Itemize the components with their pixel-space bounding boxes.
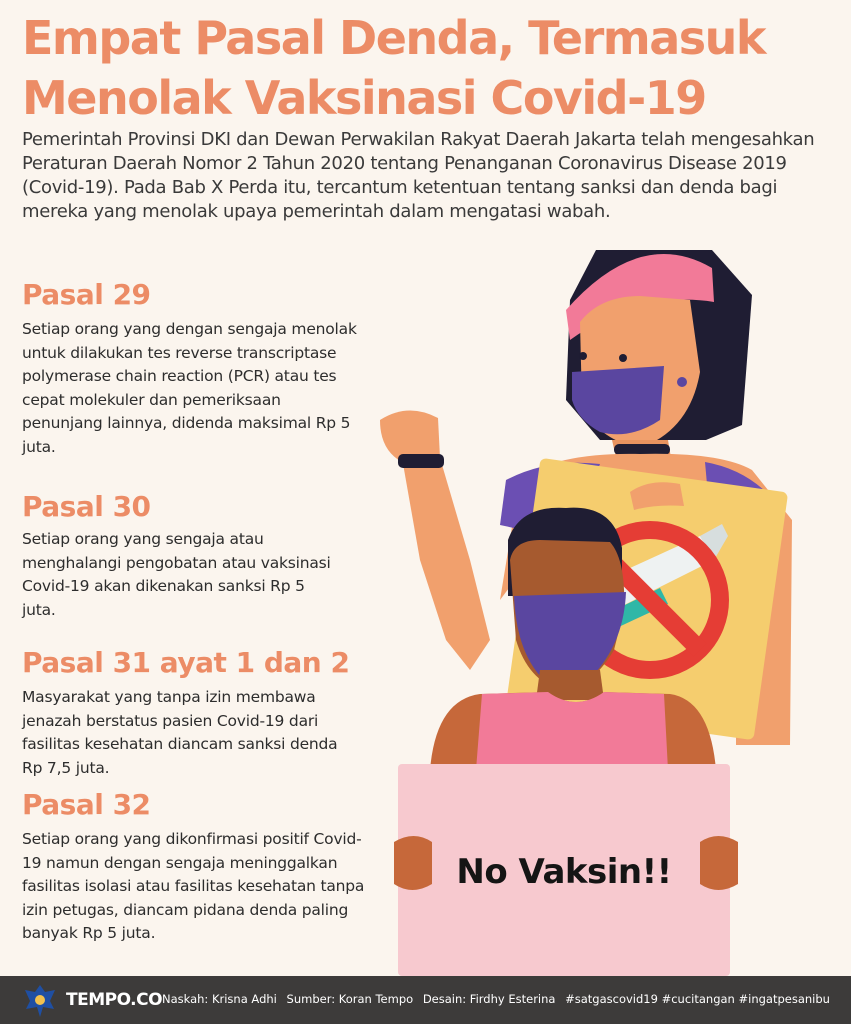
pasal-32-heading: Pasal 32 (22, 788, 151, 821)
pasal-31-heading: Pasal 31 ayat 1 dan 2 (22, 646, 350, 679)
credit-sumber: Sumber: Koran Tempo (286, 992, 414, 1006)
credit-naskah: Naskah: Krisna Adhi (162, 992, 277, 1006)
pasal-30-heading: Pasal 30 (22, 490, 151, 523)
page-title (22, 8, 822, 128)
footer-bar (0, 976, 851, 1024)
pasal-31-text: Masyarakat yang tanpa izin membawa jenazah berstatus pasien Covid-19 dari fasilitas kesehatan diancam sanksi denda Rp 7,5 juta. (22, 688, 338, 777)
garuda-emblem-icon (22, 982, 58, 1020)
sign-text: No Vaksin!! (456, 852, 672, 892)
pasal-30-text: Setiap orang yang sengaja atau menghalangi pengobatan atau vaksinasi Covid-19 akan dikenakan sanksi Rp 5 juta. (22, 530, 331, 619)
tempo-logo: TEMPO.CO (66, 990, 163, 1010)
title-line-2: Menolak Vaksinasi Covid-19 (22, 71, 706, 125)
footer-credits (162, 992, 846, 1006)
intro-paragraph: Pemerintah Provinsi DKI dan Dewan Perwakilan Rakyat Daerah Jakarta telah mengesahkan Peraturan Daerah Nomor 2 Tahun 2020 tentang Penanganan Coronavirus Disease 2019 (Covid-19). Pada Bab X Perda itu, tercantum ketentuan tentang sanksi dan denda bagi mereka yang menolak upaya pemerintah dalam mengatasi wabah. (22, 129, 815, 222)
title-line-1: Empat Pasal Denda, Termasuk (22, 11, 765, 65)
credit-desain: Desain: Firdhy Esterina (422, 992, 556, 1006)
pasal-29-heading: Pasal 29 (22, 278, 151, 311)
credit-hashtags: #satgascovid19 #cucitangan #ingatpesanibu (565, 992, 830, 1006)
pasal-32-text: Setiap orang yang dikonfirmasi positif Covid-19 namun dengan sengaja meninggalkan fasilitas isolasi atau fasilitas kesehatan tanpa izin petugas, diancam pidana denda paling banyak Rp 5 juta. (22, 830, 365, 942)
pasal-29-text: Setiap orang yang dengan sengaja menolak untuk dilakukan tes reverse transcriptase polymerase chain reaction (PCR) atau tes cepat molekuler dan pemeriksaan penunjang lainnya, didenda maksimal Rp 5 juta. (22, 320, 357, 456)
